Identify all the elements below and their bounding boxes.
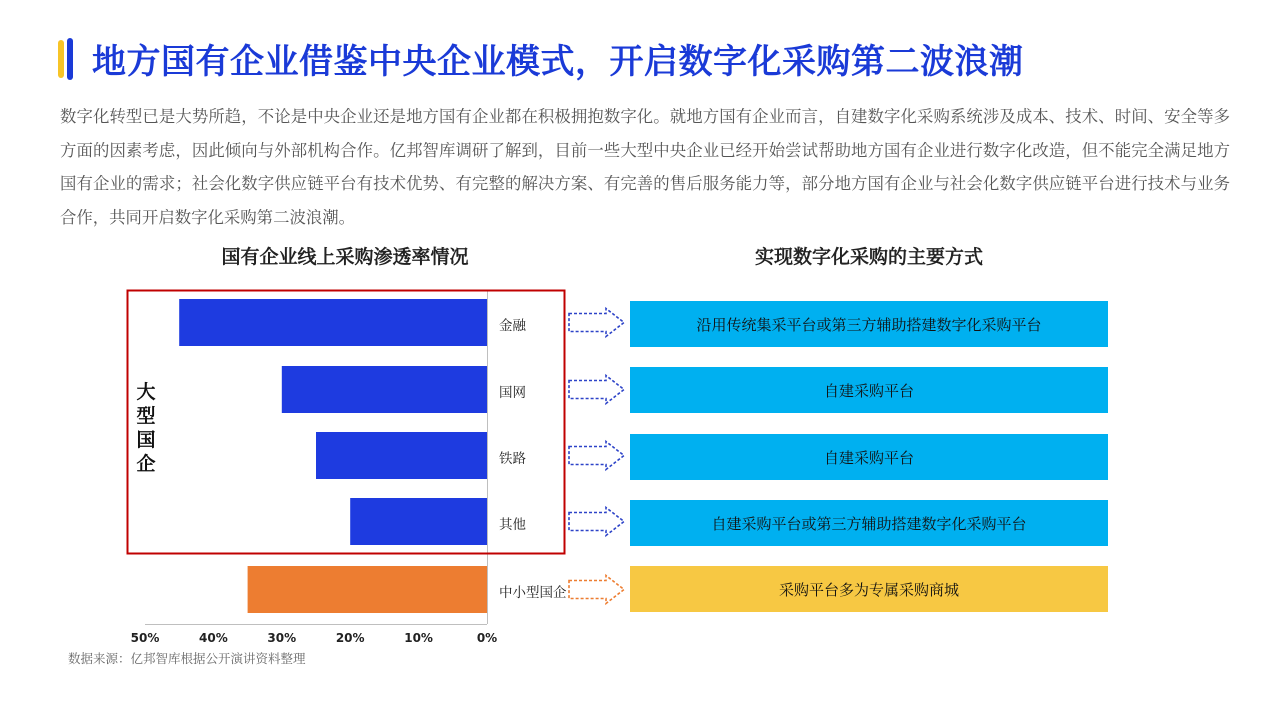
category-label-3: 铁路 bbox=[499, 450, 526, 467]
x-tick-label: 0% bbox=[476, 631, 498, 645]
bar-2 bbox=[282, 366, 487, 413]
bar-5 bbox=[248, 566, 487, 613]
chart-title: 国有企业线上采购渗透率情况 bbox=[221, 246, 469, 268]
category-label-1: 金融 bbox=[499, 317, 526, 334]
bar-1 bbox=[179, 299, 487, 346]
arrow-3 bbox=[569, 442, 624, 470]
category-label-2: 国网 bbox=[499, 384, 526, 401]
group-label-large-soe bbox=[134, 380, 158, 476]
bar-3 bbox=[316, 432, 487, 479]
page-title: 地方国有企业借鉴中央企业模式，开启数字化采购第二波浪潮 bbox=[92, 42, 1024, 82]
method-box-5: 采购平台多为专属采购商城 bbox=[630, 566, 1108, 612]
arrow-1 bbox=[569, 309, 624, 337]
x-tick-label: 20% bbox=[335, 631, 365, 645]
x-tick-label: 30% bbox=[267, 631, 297, 645]
method-box-1: 沿用传统集采平台或第三方辅助搭建数字化采购平台 bbox=[630, 301, 1108, 347]
bar-4 bbox=[350, 498, 487, 545]
method-box-3: 自建采购平台 bbox=[630, 434, 1108, 480]
category-label-4: 其他 bbox=[499, 516, 526, 533]
method-box-2: 自建采购平台 bbox=[630, 367, 1108, 413]
x-tick-label: 10% bbox=[404, 631, 433, 645]
method-box-4: 自建采购平台或第三方辅助搭建数字化采购平台 bbox=[630, 500, 1108, 546]
methods-title: 实现数字化采购的主要方式 bbox=[754, 246, 983, 268]
intro-paragraph: 数字化转型已是大势所趋，不论是中央企业还是地方国有企业都在积极拥抱数字化。就地方国有企业而言，自建数字化采购系统涉及成本、技术、时间、安全等多方面的因素考虑，因此倾向与外部机构合作。亿邦智库调研了解到，目前一些大型中央企业已经开始尝试帮助地方国有企业进行数字化改造，但不能完全满足地方国有企业的需求；社会化数字供应链平台有技术优势、有完整的解决方案、有完善的售后服务能力等，部分地方国有企业与社会化数字供应链平台进行技术与业务合作，共同开启数字化采购第二波浪潮。 bbox=[60, 107, 1230, 227]
data-source: 数据来源：亿邦智库根据公开演讲资料整理 bbox=[68, 651, 306, 666]
category-label-5: 中小型国企 bbox=[499, 584, 567, 601]
x-tick-label: 50% bbox=[130, 631, 160, 645]
group-label-text: 大 型 国 企 bbox=[136, 381, 156, 475]
arrow-2 bbox=[569, 376, 624, 404]
arrow-4 bbox=[569, 508, 624, 536]
arrow-5 bbox=[569, 576, 624, 604]
x-tick-label: 40% bbox=[199, 631, 228, 645]
